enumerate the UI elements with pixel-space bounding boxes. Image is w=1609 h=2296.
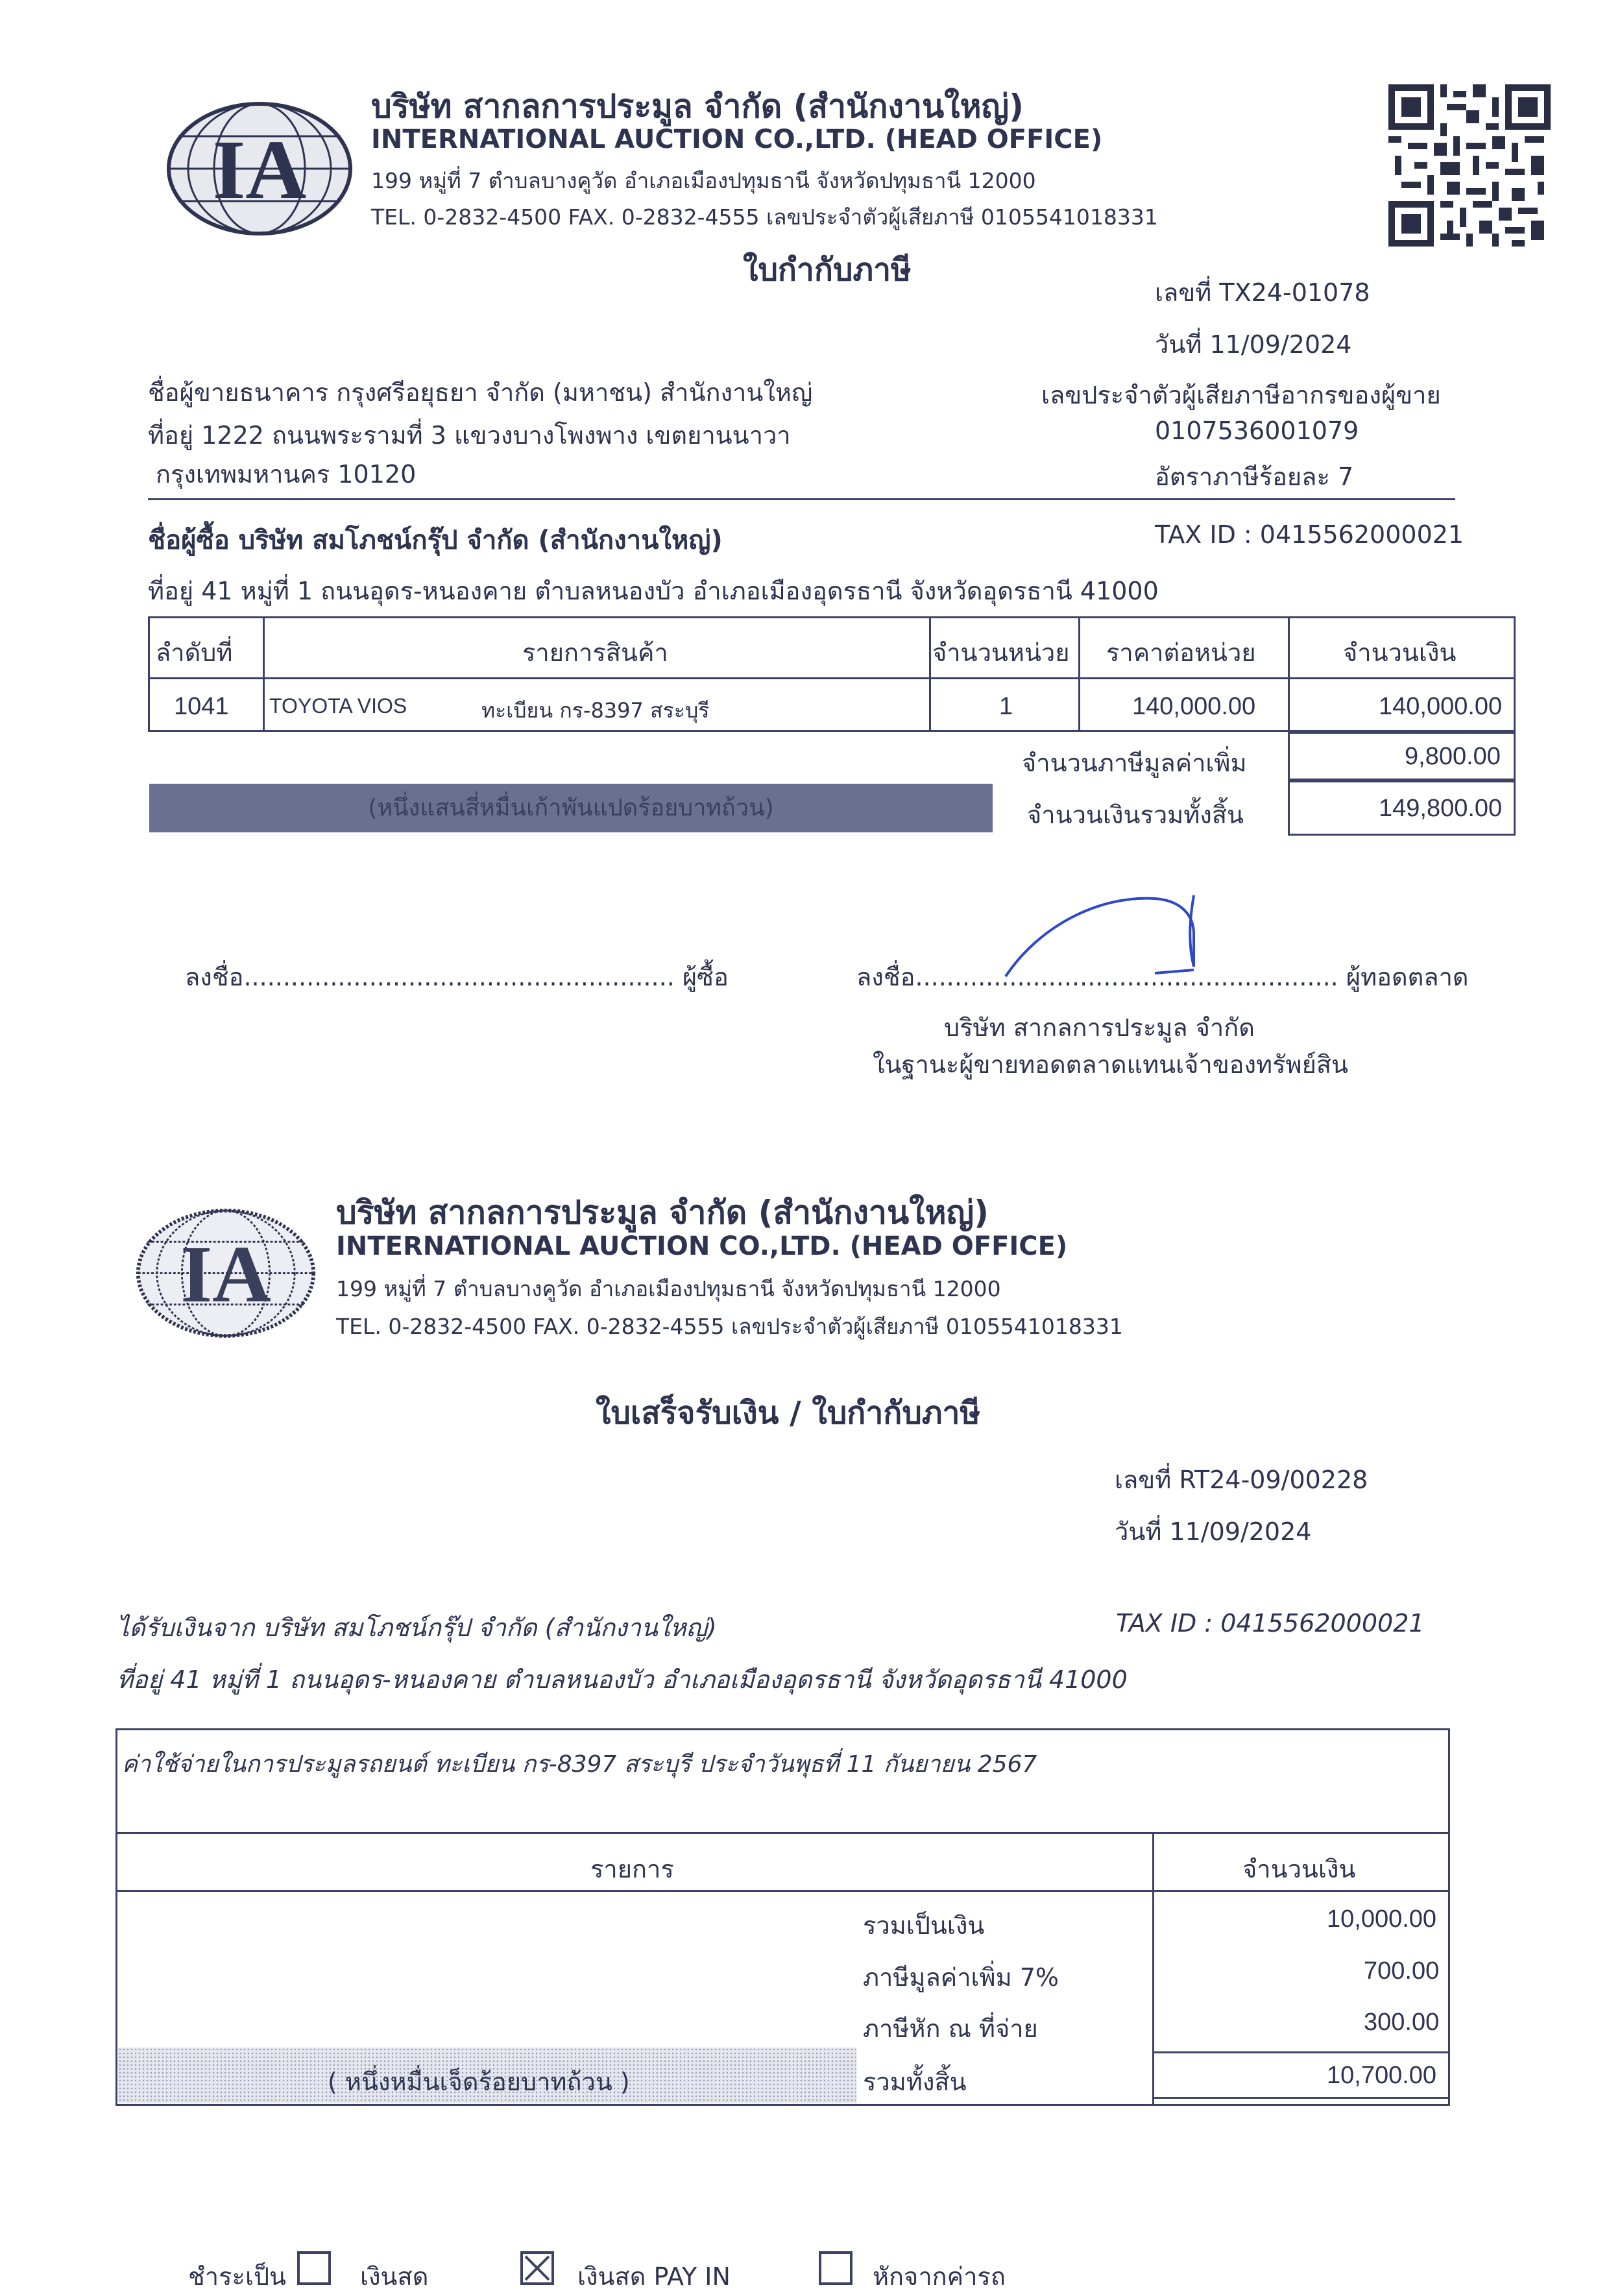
signature-icon [999,889,1213,986]
ia-logo-icon [165,101,354,237]
check-mark-icon [523,2254,551,2282]
qr-code-icon [1388,84,1551,247]
total-amount: 149,800.00 [1379,795,1503,822]
vat-rate: อัตราภาษีร้อยละ 7 [1155,463,1354,491]
row-amount: 140,000.00 [1379,693,1503,720]
receipt-tax-id: TAX ID : 0415562000021 [1116,1609,1425,1637]
svg-text:IA: IA [180,1229,271,1320]
col-header-qty: จำนวนหน่วย [932,638,1070,667]
col-header-item: รายการสินค้า [522,638,668,667]
vat-7-label: ภาษีมูลค่าเพิ่ม 7% [863,1963,1059,1992]
invoice-title: ใบกำกับภาษี [743,252,912,288]
withholding-value: 300.00 [1364,2009,1440,2036]
pay-transfer-label: เงินสด PAY IN [577,2262,731,2291]
row-plate: ทะเบียน กร-8397 สระบุรี [481,698,710,723]
vat-7-value: 700.00 [1364,1957,1440,1985]
pay-cash-label: เงินสด [360,2262,429,2291]
seller-sign-caption-2: ในฐานะผู้ขายทอดตลาดแทนเจ้าของทรัพย์สิน [873,1050,1349,1079]
seller-tax-label: เลขประจำตัวผู้เสียภาษีอากรของผู้ขาย [1041,381,1441,409]
invoice-company-en: INTERNATIONAL AUCTION CO.,LTD. (HEAD OFFICE) [371,125,1103,154]
col-header-receipt-amount: จำนวนเงิน [1242,1855,1356,1883]
receipt-address: ที่อยู่ 41 หมู่ที่ 1 ถนนอุดร-หนองคาย ตำบลหนองบัว อำเภอเมืองอุดรธานี จังหวัดอุดรธานี 41000 [117,1665,1128,1694]
row-qty: 1 [999,693,1013,720]
col-header-no: ลำดับที่ [156,638,233,667]
checkbox-empty-icon[interactable] [297,2251,331,2285]
receipt-date: วันที่ 11/09/2024 [1115,1517,1312,1546]
withholding-label: ภาษีหัก ณ ที่จ่าย [863,2014,1038,2043]
receipt-title: ใบเสร็จรับเงิน / ใบกำกับภาษี [596,1395,981,1431]
invoice-company-address: 199 หมู่ที่ 7 ตำบลบางคูวัด อำเภอเมืองปทุมธานี จังหวัดปทุมธานี 12000 [371,168,1036,193]
buyer-address: ที่อยู่ 41 หมู่ที่ 1 ถนนอุดร-หนองคาย ตำบลหนองบัว อำเภอเมืองอุดรธานี จังหวัดอุดรธานี 41000 [148,577,1159,605]
seller-address-1: ที่อยู่ 1222 ถนนพระรามที่ 3 แขวงบางโพงพาง เขตยานนาวา [148,421,791,450]
receipt-total-label: รวมทั้งสิ้น [863,2068,967,2096]
vat-label: จำนวนภาษีมูลค่าเพิ่ม [1022,749,1247,777]
seller-name: ชื่อผู้ขายธนาคาร กรุงศรีอยุธยา จำกัด (มหาชน) สำนักงานใหญ่ [148,378,813,407]
receipt-total-value: 10,700.00 [1327,2062,1437,2089]
seller-sign-caption-1: บริษัท สากลการประมูล จำกัด [944,1013,1255,1042]
invoice-date: วันที่ 11/09/2024 [1155,330,1352,359]
receipt-company-th: บริษัท สากลการประมูล จำกัด (สำนักงานใหญ่) [336,1194,989,1231]
subtotal-value: 10,000.00 [1327,1905,1437,1933]
receipt-number: เลขที่ RT24-09/00228 [1115,1466,1368,1494]
pay-deduct-label: หักจากค่ารถ [873,2262,1006,2291]
row-unit-price: 140,000.00 [1132,693,1256,720]
amount-in-words-bar [149,784,993,832]
seller-tax-id: 0107536001079 [1155,417,1359,445]
buyer-name: ชื่อผู้ซื้อ บริษัท สมโภชน์กรุ๊ป จำกัด (สำนักงานใหญ่) [148,526,723,555]
checkbox-checked-icon[interactable] [520,2251,554,2285]
buyer-signature-line: ลงชื่อ....................................................... ผู้ซื้อ [185,963,729,991]
payment-label: ชำระเป็น [188,2262,287,2291]
col-header-items: รายการ [590,1855,674,1883]
receipt-company-contact: TEL. 0-2832-4500 FAX. 0-2832-4555 เลขประจำตัวผู้เสียภาษี 0105541018331 [336,1314,1123,1339]
vat-amount: 9,800.00 [1405,743,1501,770]
row-item: TOYOTA VIOS [269,694,407,718]
invoice-number: เลขที่ TX24-01078 [1155,278,1370,307]
seller-buyer-divider [148,498,1455,500]
buyer-tax-id: TAX ID : 0415562000021 [1155,520,1464,549]
seller-address-2: กรุงเทพมหานคร 10120 [156,460,417,489]
col-header-unit-price: ราคาต่อหน่วย [1106,638,1256,667]
receipt-description: ค่าใช้จ่ายในการประมูลรถยนต์ ทะเบียน กร-8397 สระบุรี ประจำวันพุธที่ 11 กันยายน 2567 [122,1751,1037,1778]
col-header-amount: จำนวนเงิน [1343,638,1457,667]
amount-in-words: (หนึ่งแสนสี่หมื่นเก้าพันแปดร้อยบาทถ้วน) [368,795,774,821]
seller-signature-line: ลงชื่อ...................................................... ผู้ทอดตลาด [856,963,1469,991]
invoice-company-th: บริษัท สากลการประมูล จำกัด (สำนักงานใหญ่) [371,88,1024,125]
total-label: จำนวนเงินรวมทั้งสิ้น [1027,801,1244,829]
received-from: ได้รับเงินจาก บริษัท สมโภชน์กรุ๊ป จำกัด (สำนักงานใหญ่) [117,1613,717,1642]
subtotal-label: รวมเป็นเงิน [863,1911,985,1940]
checkbox-empty-icon[interactable] [819,2251,853,2285]
ia-logo-icon [135,1207,317,1340]
receipt-company-en: INTERNATIONAL AUCTION CO.,LTD. (HEAD OFFICE) [336,1231,1068,1261]
receipt-company-address: 199 หมู่ที่ 7 ตำบลบางคูวัด อำเภอเมืองปทุมธานี จังหวัดปทุมธานี 12000 [336,1276,1001,1301]
svg-text:IA: IA [212,123,307,217]
receipt-amount-in-words: ( หนึ่งหมื่นเจ็ดร้อยบาทถ้วน ) [328,2068,630,2096]
row-no: 1041 [174,693,229,720]
invoice-company-contact: TEL. 0-2832-4500 FAX. 0-2832-4555 เลขประจำตัวผู้เสียภาษี 0105541018331 [371,204,1158,230]
